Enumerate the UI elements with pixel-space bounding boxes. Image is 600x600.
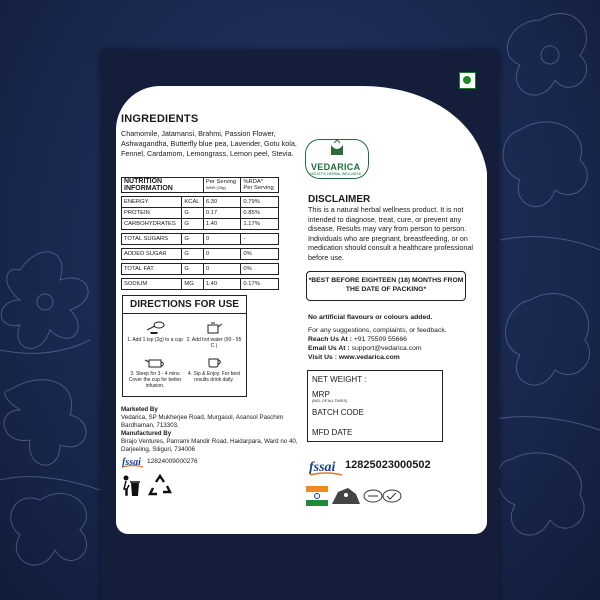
batch-code-label: BATCH CODE: [312, 408, 364, 417]
flower-decoration-right: [490, 0, 600, 600]
no-artificial-text: No artificial flavours or colours added.: [308, 314, 433, 321]
brand-name: VEDARICA: [311, 162, 361, 172]
reach-label: Reach Us At :: [308, 336, 352, 343]
organic-badge-icon: [383, 490, 401, 502]
directions-box: [122, 295, 247, 397]
col-rda: %RDA*: [243, 179, 264, 185]
manufactured-by-title: Manufactured By: [121, 430, 172, 437]
direction-step-4: 4. Sip & Enjoy. For best results drink daily.: [186, 356, 242, 383]
marketed-by-text: Vedarica, SP Mukherjee Road, Murgasol, Asansol Paschim Bardhaman, 713303.: [121, 414, 284, 429]
nutrition-table: [121, 177, 279, 290]
table-row: ENERGY KCAL 6.30 0.79%: [122, 197, 279, 208]
table-row: PROTEIN G 0.17 0.85%: [122, 208, 279, 219]
marketed-by-title: Marketed By: [121, 406, 158, 413]
ingredients-title: INGREDIENTS: [121, 113, 199, 125]
manufactured-by-text: Birajo Ventures, Parnami Mandir Road, Haidarpara, Ward no 40, Darjeeling, Siliguri, 734006: [121, 438, 298, 453]
teapot-icon: [144, 356, 166, 368]
table-row: CARBOHYDRATES G 1.40 1.17%: [122, 219, 279, 230]
kettle-icon: [205, 320, 223, 334]
make-in-india-icon: [306, 486, 328, 506]
fssai-license-big: 12825023000502: [345, 459, 431, 471]
best-before-box: *BEST BEFORE EIGHTEEN (18) MONTHS FROM THE DATE OF PACKING*: [306, 271, 466, 301]
mrp-label: MRP: [312, 390, 330, 399]
veg-symbol-icon: [459, 72, 476, 89]
table-row: ADDED SUGAR G 0 0%: [122, 249, 279, 260]
manufacturer-info: [121, 406, 301, 454]
disclaimer-title: DISCLAIMER: [308, 194, 371, 205]
dustbin-icon: [121, 474, 141, 498]
fssai-logo-small: [121, 455, 145, 469]
direction-step-1: 1. Add 1 tsp (2g) to a cup: [127, 320, 183, 343]
directions-title: DIRECTIONS FOR USE: [122, 295, 247, 314]
visit-label: Visit Us :: [308, 354, 337, 361]
nutrition-title-1: NUTRITION: [124, 178, 163, 185]
brand-tagline: HOLISTIC HERBAL WELLNESS: [310, 172, 362, 176]
spoon-icon: [144, 320, 166, 334]
fssai-license-small: 12824009000276: [147, 458, 198, 465]
certification-badges: [306, 484, 402, 510]
col-rda-sub: Per Serving: [243, 185, 274, 191]
mfd-date-label: MFD DATE: [312, 428, 353, 437]
net-weight-label: NET WEIGHT :: [312, 375, 367, 384]
email-address: support@vedarica.com: [351, 345, 422, 352]
phone-number: +91 75509 55666: [353, 336, 407, 343]
contact-info: [308, 313, 488, 362]
table-row: TOTAL FAT G 0 0%: [122, 264, 279, 275]
ingredients-text: Chamomile, Jatamansi, Brahmi, Passion Flower, Ashwagandha, Butterfly blue pea, Lavender, Gotu kola, Fennel, Cardamom, Lemongrass, Lemon peel, Stevia.: [121, 129, 297, 159]
table-row: SODIUM MG 1.40 0.17%: [122, 279, 279, 290]
flower-decoration-left: [0, 230, 110, 600]
recycle-icon: [148, 474, 172, 498]
col-per-serving: Per Serving: [205, 179, 237, 185]
disclaimer-text: This is a natural herbal wellness product. It is not intended to diagnose, treat, cure, or prevent any disease. Results may vary from person to person. Individuals who are pregnant, breastfeeding, or on medication should consult a healthcare professional before use.: [308, 205, 474, 262]
email-label: Email Us At :: [308, 345, 350, 352]
direction-step-2: 2. Add hot water (90 - 95 C ): [186, 320, 242, 349]
lion-logo-icon: [332, 488, 360, 504]
direction-step-3: 3. Steep for 3 - 4 mins Cover the cup for better infusion.: [127, 356, 183, 389]
net-weight-box: [307, 370, 443, 442]
nutrition-title-2: INFORMATION: [124, 185, 173, 192]
cup-icon: [205, 356, 223, 368]
svg-text:fssai: fssai: [122, 457, 141, 468]
fssai-logo-big: [308, 458, 344, 478]
svg-text:fssai: fssai: [309, 460, 336, 475]
vegan-badge-icon: [364, 490, 382, 502]
mrp-sub-label: (INCL OF ALL TAXES): [312, 399, 348, 403]
suggestions-text: For any suggestions, complaints, or feedback.: [308, 327, 447, 334]
website-url: www.vedarica.com: [338, 354, 400, 361]
col-per-serving-sub: WHH (15g): [205, 185, 226, 190]
table-row: TOTAL SUGARS G 0 -: [122, 234, 279, 245]
